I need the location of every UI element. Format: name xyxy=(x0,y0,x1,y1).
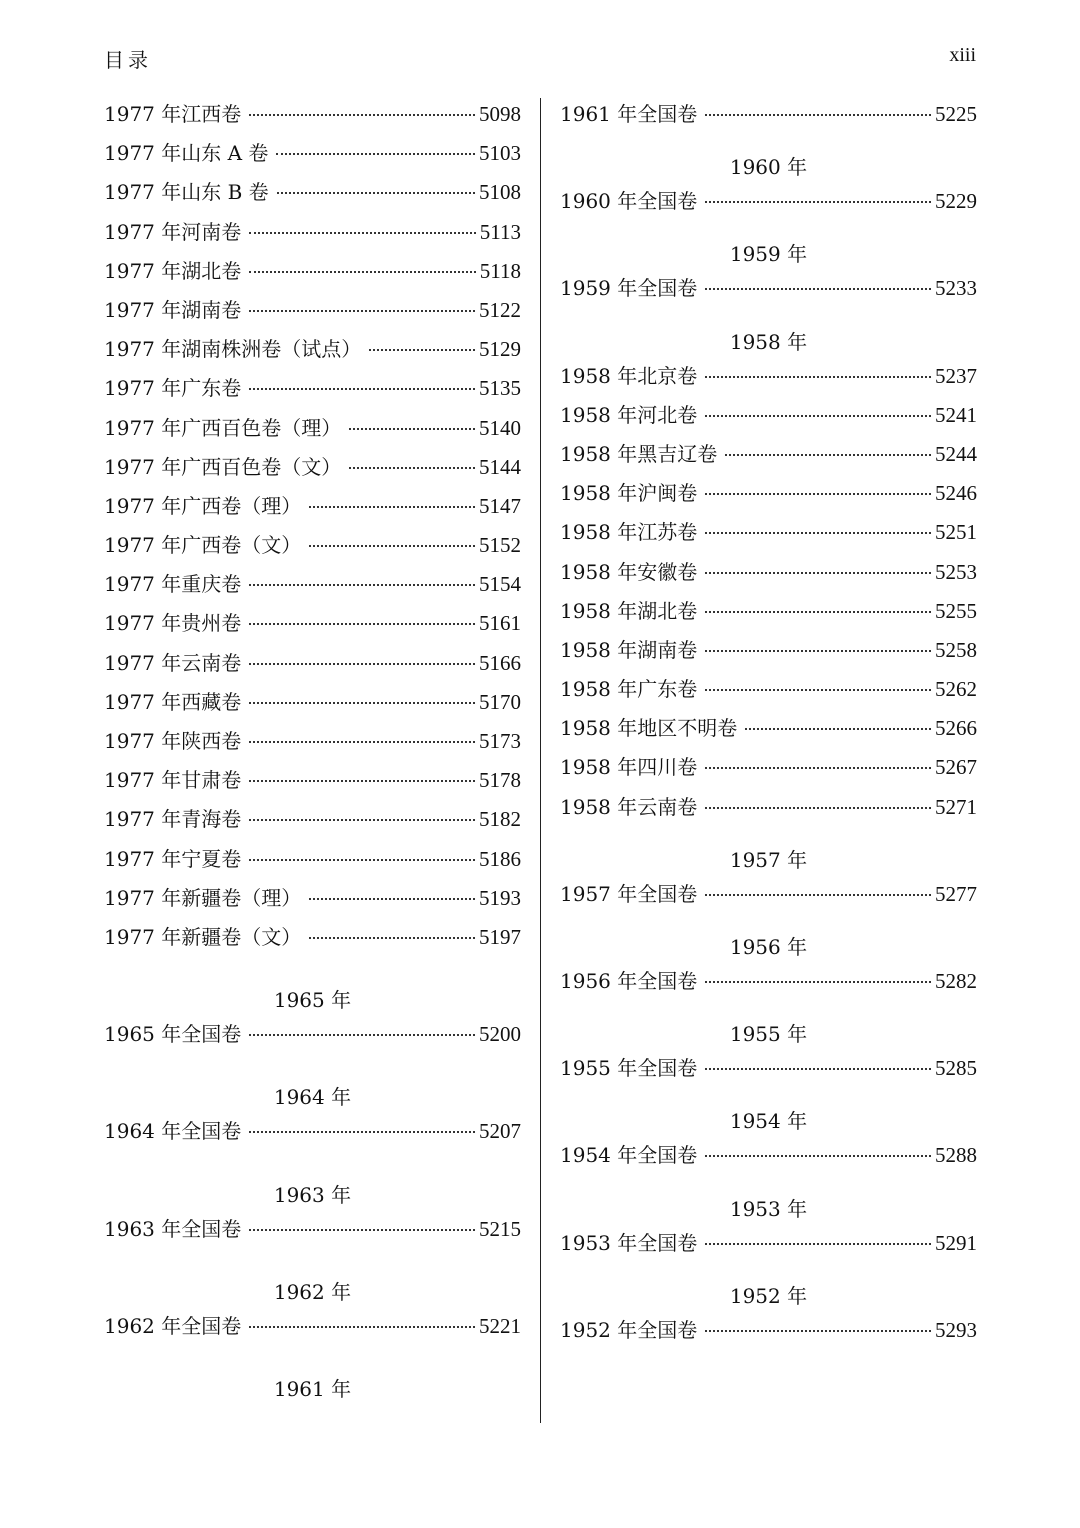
year-heading: 1955 年 xyxy=(729,1022,808,1047)
toc-entry[interactable] xyxy=(560,360,977,399)
toc-entry-title: 1977 年江西卷 xyxy=(104,102,242,126)
toc-entry-page: 5229 xyxy=(935,189,977,214)
toc-entry-title: 1962 年全国卷 xyxy=(104,1313,242,1338)
toc-entry-page: 5215 xyxy=(479,1216,521,1241)
toc-entry[interactable] xyxy=(560,1052,977,1091)
toc-entry-page: 5221 xyxy=(479,1313,521,1338)
toc-entry-title: 1965 年全国卷 xyxy=(104,1022,242,1047)
toc-entry[interactable] xyxy=(104,333,521,372)
toc-entry-page: 5135 xyxy=(479,376,521,401)
dot-leader xyxy=(705,532,931,534)
toc-entry-title: 1977 年山东 A 卷 xyxy=(104,141,269,166)
toc-entry-page: 5193 xyxy=(479,885,521,910)
toc-entry-title: 1958 年地区不明卷 xyxy=(560,716,738,741)
year-heading: 1962 年 xyxy=(273,1279,352,1304)
toc-entry-title: 1977 年广东卷 xyxy=(104,376,242,401)
toc-entry-title: 1961 年全国卷 xyxy=(560,102,698,126)
dot-leader xyxy=(309,937,475,939)
toc-entry[interactable] xyxy=(104,764,521,803)
year-heading: 1952 年 xyxy=(729,1283,808,1308)
toc-entry[interactable] xyxy=(104,216,521,255)
toc-entry-title: 1958 年云南卷 xyxy=(560,794,698,819)
year-heading: 1959 年 xyxy=(729,242,808,267)
toc-entry-title: 1952 年全国卷 xyxy=(560,1317,698,1342)
dot-leader xyxy=(705,650,931,652)
dot-leader xyxy=(705,981,931,983)
toc-entry[interactable] xyxy=(104,1310,521,1349)
toc-column-left xyxy=(104,98,521,1405)
toc-entry[interactable] xyxy=(560,791,977,830)
toc-entry-page: 5207 xyxy=(479,1119,521,1144)
dot-leader xyxy=(705,572,931,574)
toc-entry[interactable] xyxy=(560,399,977,438)
toc-entry[interactable] xyxy=(104,529,521,568)
toc-entry-page: 5182 xyxy=(479,807,521,832)
dot-leader xyxy=(705,1330,931,1332)
running-header-title: 目录 xyxy=(104,48,152,72)
toc-entry[interactable] xyxy=(104,137,521,176)
toc-entry-title: 1977 年广西百色卷（文） xyxy=(104,454,342,479)
dot-leader xyxy=(309,545,475,547)
toc-entry-title: 1977 年宁夏卷 xyxy=(104,846,242,871)
toc-entry-page: 5253 xyxy=(935,559,977,584)
toc-entry-page: 5291 xyxy=(935,1230,977,1255)
toc-entry[interactable] xyxy=(560,595,977,634)
toc-entry-title: 1958 年安徽卷 xyxy=(560,559,698,584)
toc-entry[interactable] xyxy=(560,634,977,673)
dot-leader xyxy=(249,859,475,861)
dot-leader xyxy=(249,271,476,273)
toc-entry-title: 1977 年湖北卷 xyxy=(104,258,242,283)
toc-entry-page: 5255 xyxy=(935,598,977,623)
dot-leader xyxy=(705,288,931,290)
toc-entry[interactable] xyxy=(104,686,521,725)
toc-entry-title: 1958 年湖南卷 xyxy=(560,637,698,662)
dot-leader xyxy=(249,819,475,821)
toc-entry[interactable] xyxy=(104,607,521,646)
year-heading: 1964 年 xyxy=(273,1085,352,1110)
column-divider xyxy=(540,98,541,1423)
dot-leader xyxy=(705,1068,931,1070)
toc-entry[interactable] xyxy=(560,438,977,477)
toc-entry-page: 5113 xyxy=(479,219,521,244)
dot-leader xyxy=(705,114,931,116)
dot-leader xyxy=(705,1155,931,1157)
toc-entry[interactable] xyxy=(560,1227,977,1266)
toc-entry-page: 5225 xyxy=(935,102,977,126)
toc-entry[interactable] xyxy=(560,477,977,516)
toc-entry-title: 1977 年广西百色卷（理） xyxy=(104,415,342,440)
toc-column-right xyxy=(560,98,977,1353)
dot-leader xyxy=(705,201,931,203)
toc-entry-title: 1958 年湖北卷 xyxy=(560,598,698,623)
toc-entry-page: 5244 xyxy=(935,441,977,466)
toc-entry-title: 1955 年全国卷 xyxy=(560,1056,698,1081)
dot-leader xyxy=(369,349,475,351)
toc-entry-page: 5122 xyxy=(479,297,521,322)
toc-entry[interactable] xyxy=(560,1139,977,1178)
dot-leader xyxy=(705,611,931,613)
toc-entry-page: 5271 xyxy=(935,794,977,819)
dot-leader xyxy=(309,506,475,508)
toc-entry[interactable] xyxy=(104,98,521,137)
dot-leader xyxy=(249,310,475,312)
toc-entry-page: 5267 xyxy=(935,755,977,780)
toc-entry-page: 5170 xyxy=(479,689,521,714)
toc-entry[interactable] xyxy=(104,490,521,529)
toc-entry-title: 1977 年新疆卷（文） xyxy=(104,924,302,949)
dot-leader xyxy=(249,232,476,234)
toc-entry-page: 5246 xyxy=(935,481,977,506)
toc-entry[interactable] xyxy=(560,556,977,595)
dot-leader xyxy=(705,894,931,896)
toc-entry[interactable] xyxy=(560,878,977,917)
toc-entry-page: 5237 xyxy=(935,363,977,388)
toc-entry[interactable] xyxy=(560,98,977,137)
toc-entry[interactable] xyxy=(560,185,977,224)
toc-entry-title: 1977 年西藏卷 xyxy=(104,689,242,714)
toc-entry[interactable] xyxy=(104,843,521,882)
year-heading: 1961 年 xyxy=(273,1376,352,1401)
dot-leader xyxy=(349,467,475,469)
dot-leader xyxy=(249,114,475,116)
toc-entry-title: 1958 年北京卷 xyxy=(560,363,698,388)
toc-entry[interactable] xyxy=(560,751,977,790)
year-heading: 1954 年 xyxy=(729,1109,808,1134)
toc-entry-page: 5129 xyxy=(479,337,521,362)
dot-leader xyxy=(276,153,475,155)
toc-entry[interactable] xyxy=(104,1115,521,1154)
toc-entry-title: 1953 年全国卷 xyxy=(560,1230,698,1255)
toc-entry[interactable] xyxy=(104,647,521,686)
year-heading: 1965 年 xyxy=(273,988,352,1013)
toc-entry-title: 1958 年黑吉辽卷 xyxy=(560,441,718,466)
dot-leader xyxy=(349,428,475,430)
toc-entry-page: 5098 xyxy=(479,102,521,126)
dot-leader xyxy=(705,376,931,378)
toc-entry-page: 5186 xyxy=(479,846,521,871)
year-heading: 1956 年 xyxy=(729,935,808,959)
toc-entry[interactable] xyxy=(104,412,521,451)
toc-entry-title: 1977 年陕西卷 xyxy=(104,729,242,753)
toc-entry[interactable] xyxy=(560,673,977,712)
dot-leader xyxy=(249,663,475,665)
toc-entry-page: 5251 xyxy=(935,520,977,545)
dot-leader xyxy=(249,741,475,743)
dot-leader xyxy=(249,1229,475,1231)
toc-entry[interactable] xyxy=(560,965,977,1004)
toc-entry-page: 5266 xyxy=(935,716,977,741)
toc-entry-title: 1977 年广西卷（文） xyxy=(104,533,302,558)
toc-entry[interactable] xyxy=(104,451,521,490)
dot-leader xyxy=(249,1326,475,1328)
toc-entry[interactable] xyxy=(104,372,521,411)
toc-entry[interactable] xyxy=(104,255,521,294)
toc-entry[interactable] xyxy=(104,803,521,842)
toc-entry-page: 5282 xyxy=(935,969,977,993)
toc-entry-page: 5103 xyxy=(479,141,521,166)
dot-leader xyxy=(725,454,931,456)
toc-entry-title: 1963 年全国卷 xyxy=(104,1216,242,1241)
year-heading: 1963 年 xyxy=(273,1182,352,1207)
toc-entry-title: 1977 年河南卷 xyxy=(104,219,242,244)
toc-entry-title: 1957 年全国卷 xyxy=(560,881,698,906)
toc-entry-title: 1958 年广东卷 xyxy=(560,677,698,702)
toc-entry-page: 5258 xyxy=(935,637,977,662)
toc-entry-page: 5178 xyxy=(479,768,521,793)
dot-leader xyxy=(705,493,931,495)
toc-entry-title: 1977 年湖南卷 xyxy=(104,297,242,322)
dot-leader xyxy=(249,1131,475,1133)
toc-entry-page: 5154 xyxy=(479,572,521,597)
dot-leader xyxy=(277,192,475,194)
toc-entry[interactable] xyxy=(104,1018,521,1057)
dot-leader xyxy=(249,623,475,625)
year-heading: 1960 年 xyxy=(729,155,808,180)
page-number: xiii xyxy=(949,44,976,66)
toc-entry[interactable] xyxy=(104,882,521,921)
toc-entry-title: 1958 年沪闽卷 xyxy=(560,481,698,506)
toc-entry-title: 1977 年青海卷 xyxy=(104,807,242,832)
dot-leader xyxy=(705,807,931,809)
year-heading: 1958 年 xyxy=(729,329,808,354)
dot-leader xyxy=(249,1034,475,1036)
toc-entry-page: 5108 xyxy=(479,180,521,205)
toc-entry[interactable] xyxy=(560,712,977,751)
toc-entry-page: 5140 xyxy=(479,415,521,440)
toc-entry[interactable] xyxy=(104,921,521,960)
toc-entry[interactable] xyxy=(560,272,977,311)
toc-entry-page: 5233 xyxy=(935,276,977,301)
toc-entry-page: 5285 xyxy=(935,1056,977,1081)
toc-entry-page: 5118 xyxy=(479,258,521,283)
toc-entry-title: 1977 年广西卷（理） xyxy=(104,493,302,518)
year-heading: 1953 年 xyxy=(729,1196,808,1221)
toc-entry-title: 1977 年重庆卷 xyxy=(104,572,242,597)
toc-entry[interactable] xyxy=(560,516,977,555)
dot-leader xyxy=(309,898,475,900)
toc-entry-title: 1977 年云南卷 xyxy=(104,650,242,675)
toc-entry[interactable] xyxy=(104,568,521,607)
dot-leader xyxy=(705,767,931,769)
toc-entry-page: 5197 xyxy=(479,924,521,949)
toc-entry[interactable] xyxy=(560,1314,977,1353)
toc-entry-title: 1977 年湖南株洲卷（试点） xyxy=(104,337,362,362)
toc-entry-page: 5144 xyxy=(479,454,521,479)
toc-entry[interactable] xyxy=(104,294,521,333)
toc-entry-title: 1977 年新疆卷（理） xyxy=(104,885,302,910)
dot-leader xyxy=(249,388,475,390)
toc-entry-title: 1958 年江苏卷 xyxy=(560,520,698,545)
toc-entry-title: 1954 年全国卷 xyxy=(560,1143,698,1168)
toc-entry-title: 1958 年河北卷 xyxy=(560,402,698,427)
toc-entry-page: 5173 xyxy=(479,729,521,753)
dot-leader xyxy=(745,728,931,730)
dot-leader xyxy=(249,584,475,586)
toc-entry-title: 1977 年山东 B 卷 xyxy=(104,180,269,205)
toc-entry-title: 1977 年甘肃卷 xyxy=(104,768,242,793)
toc-entry-title: 1960 年全国卷 xyxy=(560,189,698,214)
toc-entry-title: 1977 年贵州卷 xyxy=(104,611,242,636)
dot-leader xyxy=(705,415,931,417)
toc-entry-page: 5241 xyxy=(935,402,977,427)
year-heading: 1957 年 xyxy=(729,847,808,872)
dot-leader xyxy=(705,1243,931,1245)
toc-entry-page: 5277 xyxy=(935,881,977,906)
dot-leader xyxy=(705,689,931,691)
toc-entry[interactable] xyxy=(104,176,521,215)
toc-entry-title: 1956 年全国卷 xyxy=(560,969,698,993)
toc-entry[interactable] xyxy=(104,725,521,764)
toc-entry-page: 5147 xyxy=(479,493,521,518)
toc-entry-title: 1958 年四川卷 xyxy=(560,755,698,780)
dot-leader xyxy=(249,780,475,782)
dot-leader xyxy=(249,702,475,704)
toc-entry-page: 5166 xyxy=(479,650,521,675)
toc-entry-page: 5161 xyxy=(479,611,521,636)
toc-entry-page: 5288 xyxy=(935,1143,977,1168)
toc-entry[interactable] xyxy=(104,1213,521,1252)
toc-entry-page: 5152 xyxy=(479,533,521,558)
toc-entry-page: 5293 xyxy=(935,1317,977,1342)
toc-entry-title: 1959 年全国卷 xyxy=(560,276,698,301)
toc-entry-title: 1964 年全国卷 xyxy=(104,1119,242,1144)
toc-entry-page: 5200 xyxy=(479,1022,521,1047)
toc-entry-page: 5262 xyxy=(935,677,977,702)
